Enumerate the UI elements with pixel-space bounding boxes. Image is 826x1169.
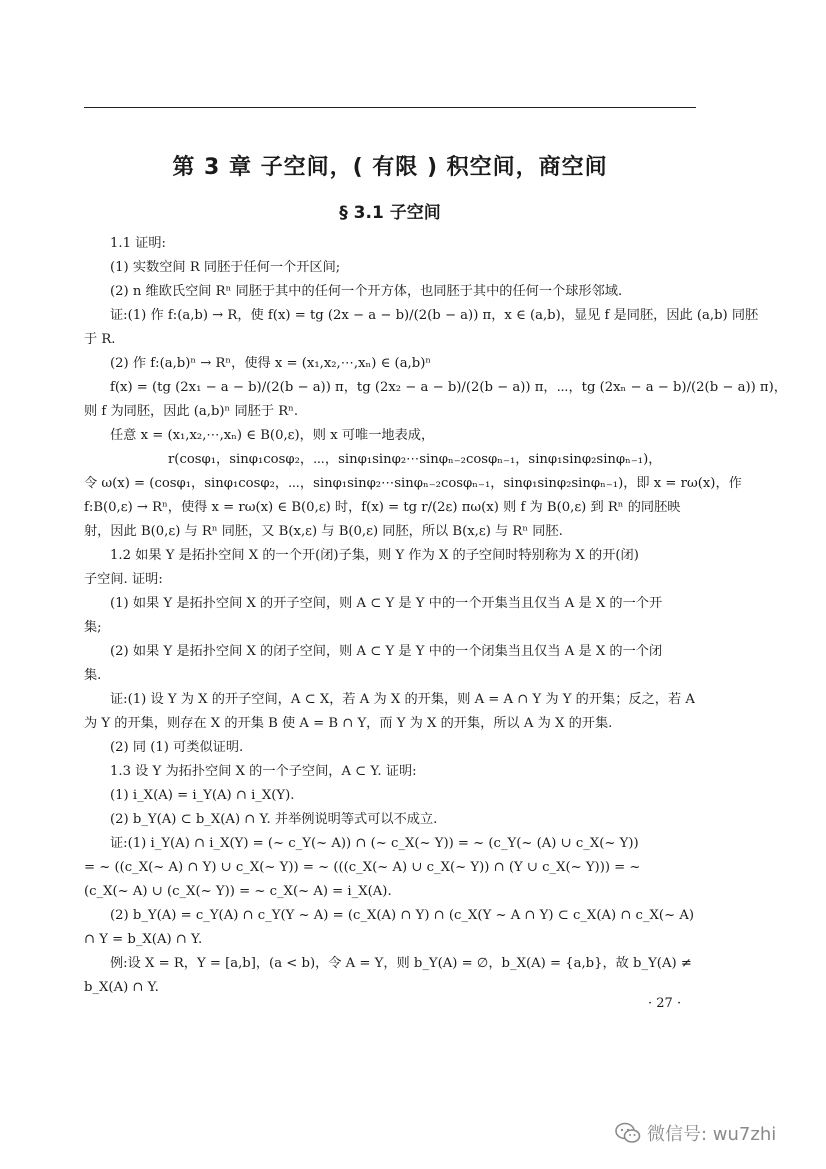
text-line: f(x) = (tg (2x₁ − a − b)/(2(b − a)) π，tg (2x₂ − a − b)/(2(b − a)) π，⋯，tg (2xₙ − a − b)/(2(b − a)) π)， (110, 380, 787, 395)
text-line: 子空间. 证明: (84, 572, 163, 587)
wechat-icon (615, 1122, 641, 1144)
text-line: (c_X(~ A) ∪ (c_X(~ Y)) = ~ c_X(~ A) = i_X(A). (84, 884, 392, 899)
text-line: 1.3 设 Y 为拓扑空间 X 的一个子空间，A ⊂ Y. 证明: (110, 764, 417, 779)
text-line: 1.2 如果 Y 是拓扑空间 X 的一个开(闭)子集，则 Y 作为 X 的子空间时特别称为 X 的开(闭) (110, 548, 639, 563)
text-line: r(cosφ₁，sinφ₁cosφ₂，⋯，sinφ₁sinφ₂⋯sinφₙ₋₂cosφₙ₋₁，sinφ₁sinφ₂sinφₙ₋₁)， (168, 452, 662, 467)
page-number: · 27 · (648, 996, 682, 1011)
text-line: 例:设 X = R，Y = [a,b]，(a < b)，令 A = Y，则 b_Y(A) = ∅，b_X(A) = {a,b}，故 b_Y(A) ≠ (110, 956, 692, 971)
page-body (84, 232, 787, 1000)
chapter-title: 第 3 章 子空间，( 有限 ) 积空间，商空间 (172, 155, 608, 180)
text-line: (1) i_X(A) = i_Y(A) ∩ i_X(Y). (110, 788, 295, 803)
text-line: 证:(1) 设 Y 为 X 的开子空间，A ⊂ X，若 A 为 X 的开集，则 A = A ∩ Y 为 Y 的开集；反之，若 A (110, 692, 695, 707)
text-line: (2) 作 f:(a,b)ⁿ → Rⁿ，使得 x = (x₁,x₂,⋯,xₙ) ∈ (a,b)ⁿ (110, 356, 432, 371)
text-line: 证:(1) i_Y(A) ∩ i_X(Y) = (~ c_Y(~ A)) ∩ (~ c_X(~ Y)) = ~ (c_Y(~ (A) ∪ c_X(~ Y)) (110, 836, 639, 851)
text-line: 任意 x = (x₁,x₂,⋯,xₙ) ∈ B(0,ε)，则 x 可唯一地表成， (110, 428, 435, 443)
text-line: ∩ Y = b_X(A) ∩ Y. (84, 932, 203, 947)
section-title: § 3.1 子空间 (339, 203, 441, 223)
text-line: (2) 同 (1) 可类似证明. (110, 740, 244, 755)
text-line: 为 Y 的开集，则存在 X 的开集 B 使 A = B ∩ Y，而 Y 为 X 的开集，所以 A 为 X 的开集. (84, 716, 613, 731)
watermark-text: 微信号: wu7zhi (647, 1124, 777, 1145)
header-rule (84, 107, 696, 108)
text-line: (1) 如果 Y 是拓扑空间 X 的开子空间，则 A ⊂ Y 是 Y 中的一个开集当且仅当 A 是 X 的一个开 (110, 596, 663, 611)
text-line: (2) 如果 Y 是拓扑空间 X 的闭子空间，则 A ⊂ Y 是 Y 中的一个闭集当且仅当 A 是 X 的一个闭 (110, 644, 663, 659)
text-line: f:B(0,ε) → Rⁿ，使得 x = rω(x) ∈ B(0,ε) 时，f(x) = tg r/(2ε) πω(x) 则 f 为 B(0,ε) 到 Rⁿ 的同胚映 (84, 500, 681, 515)
text-line: = ~ ((c_X(~ A) ∩ Y) ∪ c_X(~ Y)) = ~ (((c_X(~ A) ∪ c_X(~ Y)) ∩ (Y ∪ c_X(~ Y))) = ~ (84, 860, 641, 875)
text-line: b_X(A) ∩ Y. (84, 980, 159, 995)
text-line: 证:(1) 作 f:(a,b) → R，使 f(x) = tg (2x − a − b)/(2(b − a)) π，x ∈ (a,b)，显见 f 是同胚，因此 (a,b) 同胚 (110, 308, 759, 323)
text-line: 1.1 证明: (110, 236, 166, 251)
watermark (615, 1120, 776, 1146)
text-line: 则 f 为同胚，因此 (a,b)ⁿ 同胚于 Rⁿ. (84, 404, 299, 419)
text-line: 集. (84, 668, 102, 683)
text-line: 于 R. (84, 332, 116, 347)
text-line: (2) b_Y(A) ⊂ b_X(A) ∩ Y. 并举例说明等式可以不成立. (110, 812, 438, 827)
text-line: 令 ω(x) = (cosφ₁，sinφ₁cosφ₂，⋯，sinφ₁sinφ₂⋯sinφₙ₋₂cosφₙ₋₁，sinφ₁sinφ₂sinφₙ₋₁)，即 x = rω(x)，作 (84, 476, 742, 491)
text-line: (2) b_Y(A) = c_Y(A) ∩ c_Y(Y ~ A) = (c_X(A) ∩ Y) ∩ (c_X(Y ~ A ∩ Y) ⊂ c_X(A) ∩ c_X(~ A) (110, 908, 694, 923)
text-line: (2) n 维欧氏空间 Rⁿ 同胚于其中的任何一个开方体，也同胚于其中的任何一个球形邻域. (110, 284, 623, 299)
text-line: 射，因此 B(0,ε) 与 Rⁿ 同胚，又 B(x,ε) 与 B(0,ε) 同胚，所以 B(x,ε) 与 Rⁿ 同胚. (84, 524, 563, 539)
text-line: 集; (84, 620, 102, 635)
text-line: (1) 实数空间 R 同胚于任何一个开区间; (110, 260, 341, 275)
